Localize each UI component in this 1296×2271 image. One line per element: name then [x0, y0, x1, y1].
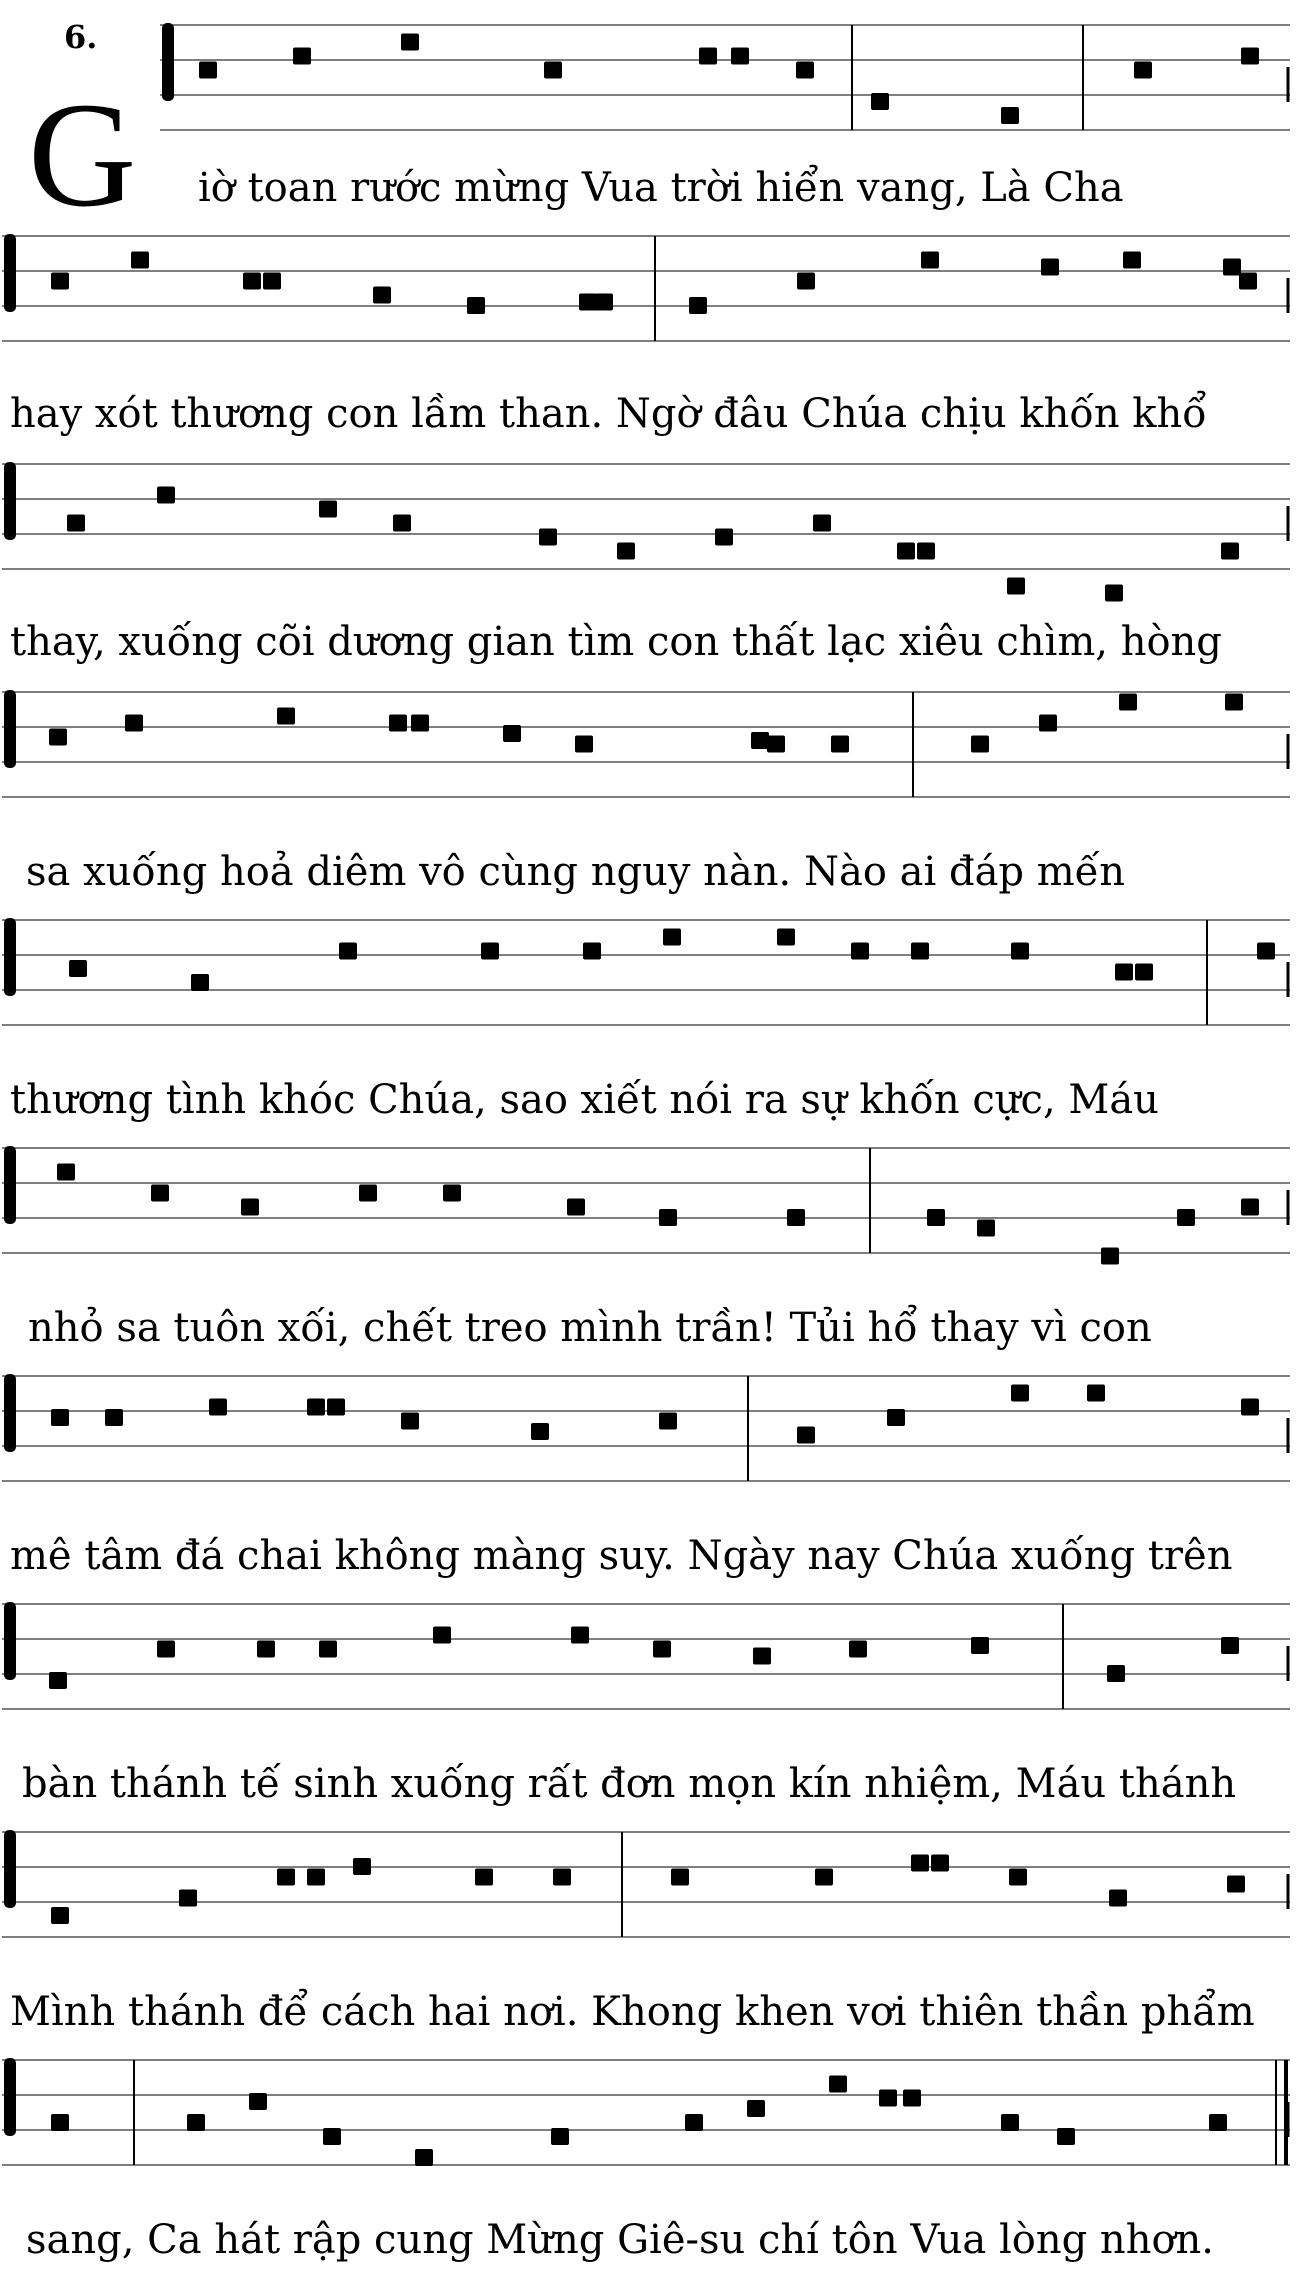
neume-punctum: [243, 273, 261, 290]
neume-punctum: [653, 1641, 671, 1658]
neume-punctum: [903, 2090, 921, 2107]
neume-punctum: [583, 943, 601, 960]
neume-punctum: [977, 1220, 995, 1237]
neume-punctum: [911, 1855, 929, 1872]
neume-punctum: [787, 1209, 805, 1226]
neume-punctum: [1107, 1665, 1125, 1682]
lyric-line-10: sang, Ca hát rập cung Mừng Giê-su chí tôn Vua lòng nhơn.: [26, 2217, 1215, 2263]
do-clef: [4, 2058, 16, 2136]
neume-punctum: [796, 62, 814, 79]
neume-punctum: [1001, 2114, 1019, 2131]
neume-punctum: [1109, 1890, 1127, 1907]
neume-punctum: [1041, 259, 1059, 276]
neume-punctum: [1135, 964, 1153, 981]
neume-punctum: [1057, 2128, 1075, 2145]
neume-punctum: [481, 943, 499, 960]
neume-punctum: [443, 1185, 461, 1202]
neume-punctum: [887, 1409, 905, 1426]
page-number: 6.: [64, 18, 98, 56]
neume-punctum: [277, 1869, 295, 1886]
neume-punctum: [467, 297, 485, 314]
neume-punctum: [1239, 273, 1257, 290]
neume-punctum: [373, 287, 391, 304]
neume-punctum: [971, 1637, 989, 1654]
neume-punctum: [551, 2128, 569, 2145]
neume-punctum: [731, 48, 749, 65]
neume-punctum: [1007, 578, 1025, 595]
lyric-line-5: thương tình khóc Chúa, sao xiết nói ra sự khốn cực, Máu: [10, 1077, 1159, 1123]
do-clef: [4, 918, 16, 996]
neume-punctum: [699, 48, 717, 65]
neume-punctum: [1011, 1385, 1029, 1402]
neume-punctum: [157, 1641, 175, 1658]
neume-punctum: [879, 2090, 897, 2107]
do-clef: [4, 1146, 16, 1224]
neume-punctum: [921, 252, 939, 269]
lyric-line-4: sa xuống hoả diêm vô cùng nguy nàn. Nào ai đáp mến: [26, 849, 1126, 895]
neume-punctum: [157, 487, 175, 504]
neume-punctum: [539, 529, 557, 546]
neume-punctum: [1123, 252, 1141, 269]
neume-punctum: [249, 2093, 267, 2110]
neume-punctum: [671, 1869, 689, 1886]
neume-punctum: [359, 1185, 377, 1202]
neume-punctum: [389, 715, 407, 732]
neume-punctum: [323, 2128, 341, 2145]
do-clef: [4, 1374, 16, 1452]
lyric-line-8: bàn thánh tế sinh xuống rất đơn mọn kín nhiệm, Máu thánh: [22, 1761, 1237, 1807]
neume-punctum: [51, 1409, 69, 1426]
lyric-line-6: nhỏ sa tuôn xối, chết treo mình trần! Tủi hổ thay vì con: [28, 1305, 1152, 1351]
neume-punctum: [544, 62, 562, 79]
neume-punctum: [327, 1399, 345, 1416]
neume-punctum: [433, 1627, 451, 1644]
neume-punctum: [1039, 715, 1057, 732]
neume-punctum: [1011, 943, 1029, 960]
neume-punctum: [567, 1199, 585, 1216]
neume-punctum: [319, 1641, 337, 1658]
neume-punctum: [831, 736, 849, 753]
neume-punctum: [191, 974, 209, 991]
neume-punctum: [49, 1672, 67, 1689]
neume-punctum: [1241, 1199, 1259, 1216]
lyric-line-1: iờ toan rước mừng Vua trời hiển vang, Là Cha: [198, 165, 1124, 211]
neume-punctum: [753, 1648, 771, 1665]
neume-punctum: [105, 1409, 123, 1426]
neume-punctum: [931, 1855, 949, 1872]
neume-punctum: [69, 960, 87, 977]
neume-punctum: [393, 515, 411, 532]
neume-punctum: [747, 2100, 765, 2117]
neume-punctum: [659, 1209, 677, 1226]
neume-punctum: [1221, 1637, 1239, 1654]
neume-punctum: [1119, 694, 1137, 711]
neume-punctum: [897, 543, 915, 560]
neume-punctum: [1105, 585, 1123, 602]
neume-punctum: [339, 943, 357, 960]
neume-punctum: [553, 1869, 571, 1886]
neume-punctum: [689, 297, 707, 314]
neume-punctum: [715, 529, 733, 546]
neume-punctum: [1134, 62, 1152, 79]
neume-punctum: [151, 1185, 169, 1202]
neume-punctum: [1209, 2114, 1227, 2131]
neume-punctum: [1177, 1209, 1195, 1226]
neume-punctum: [927, 1209, 945, 1226]
neume-punctum: [131, 252, 149, 269]
neume-punctum: [503, 725, 521, 742]
neume-punctum: [971, 736, 989, 753]
neume-punctum: [815, 1869, 833, 1886]
neume-punctum: [277, 708, 295, 725]
neume-punctum: [1241, 48, 1259, 65]
lyric-line-7: mê tâm đá chai không màng suy. Ngày nay Chúa xuống trên: [10, 1533, 1233, 1579]
neume-punctum: [179, 1890, 197, 1907]
neume-punctum: [851, 943, 869, 960]
neume-punctum: [911, 943, 929, 960]
neume-punctum: [353, 1858, 371, 1875]
neume-punctum: [257, 1641, 275, 1658]
do-clef: [4, 1602, 16, 1680]
neume-punctum: [1241, 1399, 1259, 1416]
neume-punctum: [571, 1627, 589, 1644]
do-clef: [162, 23, 174, 101]
neume-punctum: [241, 1199, 259, 1216]
neume-punctum: [1001, 107, 1019, 124]
neume-punctum: [187, 2114, 205, 2131]
neume-punctum: [751, 732, 769, 749]
neume-punctum: [579, 294, 597, 311]
neume-punctum: [319, 501, 337, 518]
neume-punctum: [1101, 1248, 1119, 1265]
neume-punctum: [125, 715, 143, 732]
lyric-line-2: hay xót thương con lầm than. Ngờ đâu Chúa chịu khốn khổ: [10, 391, 1207, 437]
do-clef: [4, 1830, 16, 1908]
neume-punctum: [595, 294, 613, 311]
neume-punctum: [871, 93, 889, 110]
lyric-line-3: thay, xuống cõi dương gian tìm con thất lạc xiêu chìm, hòng: [10, 619, 1222, 665]
neume-punctum: [401, 34, 419, 51]
neume-punctum: [209, 1399, 227, 1416]
neume-punctum: [51, 2114, 69, 2131]
neume-punctum: [51, 1907, 69, 1924]
neume-punctum: [1115, 964, 1133, 981]
neume-punctum: [307, 1869, 325, 1886]
neume-punctum: [917, 543, 935, 560]
neume-punctum: [199, 62, 217, 79]
neume-punctum: [415, 2149, 433, 2166]
neume-punctum: [1223, 259, 1241, 276]
neume-punctum: [663, 929, 681, 946]
neume-punctum: [307, 1399, 325, 1416]
neume-punctum: [51, 273, 69, 290]
neume-punctum: [1225, 694, 1243, 711]
do-clef: [4, 234, 16, 312]
neume-punctum: [797, 273, 815, 290]
neume-punctum: [1227, 1876, 1245, 1893]
drop-cap-initial: G: [28, 72, 137, 238]
neume-punctum: [659, 1413, 677, 1430]
neume-punctum: [777, 929, 795, 946]
neume-punctum: [617, 543, 635, 560]
neume-punctum: [67, 515, 85, 532]
neume-punctum: [575, 736, 593, 753]
neume-punctum: [401, 1413, 419, 1430]
neume-punctum: [1221, 543, 1239, 560]
neume-punctum: [1257, 943, 1275, 960]
neume-punctum: [49, 729, 67, 746]
neume-punctum: [57, 1164, 75, 1181]
lyric-line-9: Mình thánh để cách hai nơi. Khong khen vơi thiên thần phẩm: [10, 1989, 1255, 2035]
neume-punctum: [475, 1869, 493, 1886]
neume-punctum: [293, 48, 311, 65]
neume-punctum: [263, 273, 281, 290]
neume-punctum: [829, 2076, 847, 2093]
neume-punctum: [813, 515, 831, 532]
neume-punctum: [849, 1641, 867, 1658]
neume-punctum: [411, 715, 429, 732]
neume-punctum: [685, 2114, 703, 2131]
do-clef: [4, 462, 16, 540]
neume-punctum: [797, 1427, 815, 1444]
neume-punctum: [531, 1423, 549, 1440]
neume-punctum: [1087, 1385, 1105, 1402]
neume-punctum: [1009, 1869, 1027, 1886]
neume-punctum: [767, 736, 785, 753]
do-clef: [4, 690, 16, 768]
